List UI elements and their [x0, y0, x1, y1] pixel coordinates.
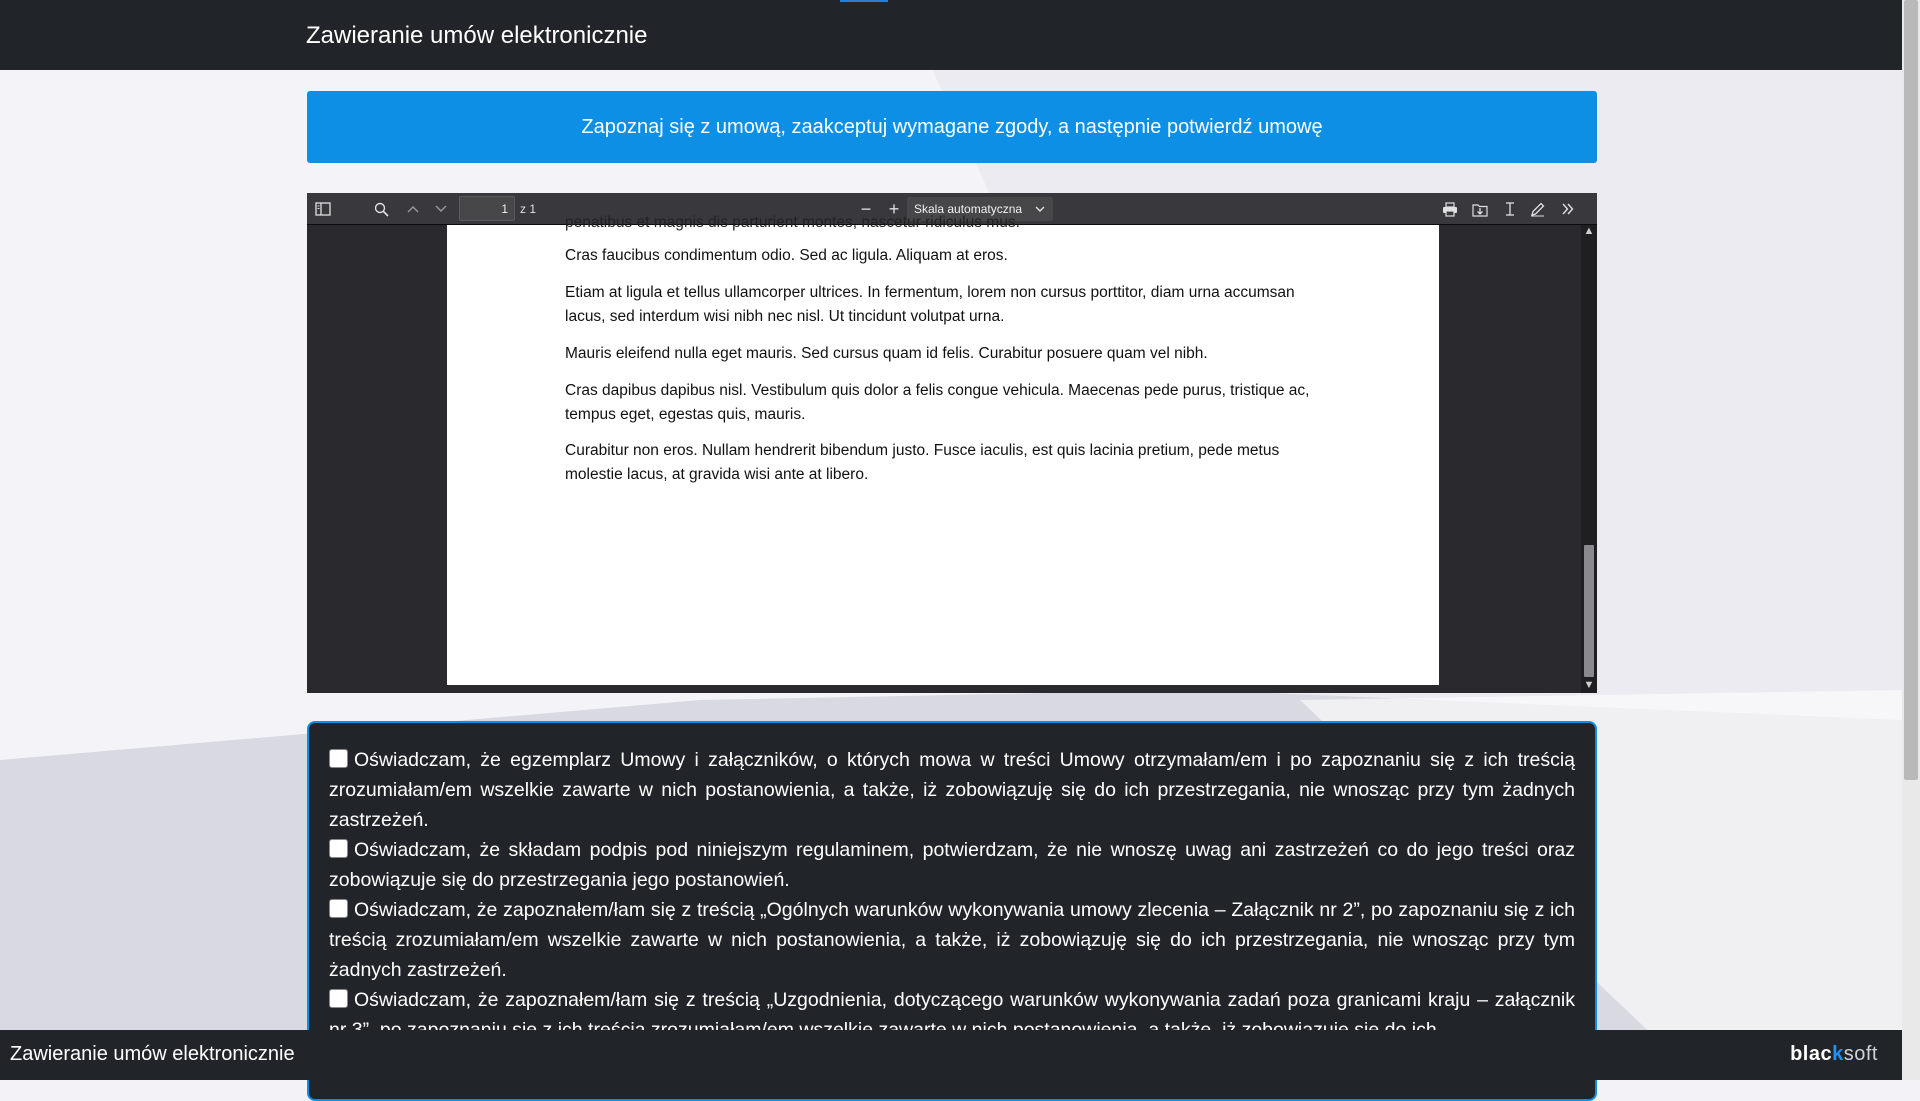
top-navbar: [0, 0, 1902, 70]
consent-item: [329, 745, 1575, 835]
consent-checkbox[interactable]: [329, 839, 348, 858]
pdf-paragraph: Etiam at ligula et tellus ullamcorper ultrices. In fermentum, lorem non cursus porttitor, diam urna accumsan lacus, sed interdum wisi nibh nec nisl. Ut tincidunt volutpat urna.: [565, 284, 1295, 325]
pdf-paragraph: Cras dapibus dapibus nisl. Vestibulum quis dolor a felis congue vehicula. Maecenas pede purus, tristique ac, tempus eget, egestas quis, mauris.: [565, 382, 1310, 423]
page-scrollbar-thumb[interactable]: [1904, 0, 1918, 780]
search-icon[interactable]: [369, 198, 393, 220]
text-select-icon[interactable]: [1498, 198, 1522, 220]
zoom-in-icon[interactable]: +: [888, 198, 900, 219]
consent-item: [329, 835, 1575, 895]
pdf-text-line: penatibus et magnis dis parturient montes, nascetur ridiculus mus.: [565, 214, 1020, 231]
consent-checkbox[interactable]: [329, 899, 348, 918]
consent-checkbox[interactable]: [329, 749, 348, 768]
download-icon[interactable]: [1468, 198, 1492, 220]
sidebar-toggle-icon[interactable]: [311, 198, 335, 220]
scroll-up-icon[interactable]: ▲: [1583, 225, 1595, 237]
consent-text: Oświadczam, że zapoznałem/łam się z treścią „Ogólnych warunków wykonywania umowy zlecenia – Załącznik nr 2”, po zapoznaniu się z ich treścią zrozumiałam/em wszelkie zawarte w nich postanowienia, a także, iż zobowiązuję się do ich przestrzegania, nie wnosząc przy tym żadnych zastrzeżeń.: [329, 899, 1575, 981]
pdf-scrollbar[interactable]: [1581, 225, 1597, 693]
draw-icon[interactable]: [1525, 198, 1549, 220]
pdf-viewer: [307, 193, 1597, 693]
print-icon[interactable]: [1438, 198, 1462, 220]
instruction-banner: Zapoznaj się z umową, zaakceptuj wymagane zgody, a następnie potwierdź umowę: [307, 91, 1597, 163]
previous-page-icon[interactable]: [401, 198, 425, 220]
consent-text: Oświadczam, że zapoznałem/łam się z treścią „Uzgodnienia, dotyczącego warunków wykonywania zadań poza granicami kraju – załącznik: [354, 989, 1575, 1011]
pdf-canvas-area[interactable]: [307, 214, 1581, 693]
more-tools-icon[interactable]: [1556, 198, 1580, 220]
pdf-paragraph: Mauris eleifend nulla eget mauris. Sed cursus quam id felis. Curabitur posuere quam vel nibh.: [565, 345, 1208, 362]
blacksoft-logo: blacksoft: [1790, 1043, 1878, 1065]
pdf-page: [447, 214, 1439, 685]
consent-text: Oświadczam, że składam podpis pod niniejszym regulaminem, potwierdzam, że nie wnoszę uwag ani zastrzeżeń co do jego treści oraz zobowiązuje się do przestrzegania jego postanowień.: [329, 839, 1575, 891]
scroll-down-icon[interactable]: ▼: [1583, 679, 1595, 691]
zoom-out-icon[interactable]: −: [860, 198, 872, 219]
consent-item: [329, 895, 1575, 985]
footer-title: Zawieranie umów elektronicznie: [10, 1043, 295, 1065]
pdf-scrollbar-thumb[interactable]: [1584, 545, 1594, 677]
page-count: z 1: [520, 202, 537, 216]
pdf-paragraph: Cras faucibus condimentum odio. Sed ac ligula. Aliquam at eros.: [565, 247, 1008, 264]
page-number-input[interactable]: [459, 196, 515, 221]
page-scrollbar[interactable]: [1902, 0, 1920, 1080]
active-tab-indicator: [840, 0, 888, 2]
app-title[interactable]: Zawieranie umów elektronicznie: [306, 22, 648, 49]
next-page-icon[interactable]: [429, 198, 453, 220]
scale-select-value: Skala automatyczna: [914, 202, 1023, 216]
pdf-paragraph: Curabitur non eros. Nullam hendrerit bibendum justo. Fusce iaculis, est quis lacinia pretium, pede metus molestie lacus, at gravida wisi ante at libero.: [565, 442, 1280, 483]
consent-checkbox[interactable]: [329, 989, 348, 1008]
consent-text: Oświadczam, że egzemplarz Umowy i załączników, o których mowa w treści Umowy otrzymałam/em i po zapoznaniu się z ich treścią zrozumiałam/em wszelkie zawarte w nich postanowienia, a także, iż zobowiązuję się do ich przestrzegania, nie wnosząc przy tym żadnych zastrzeżeń.: [329, 749, 1575, 831]
footer: [0, 1030, 1902, 1080]
